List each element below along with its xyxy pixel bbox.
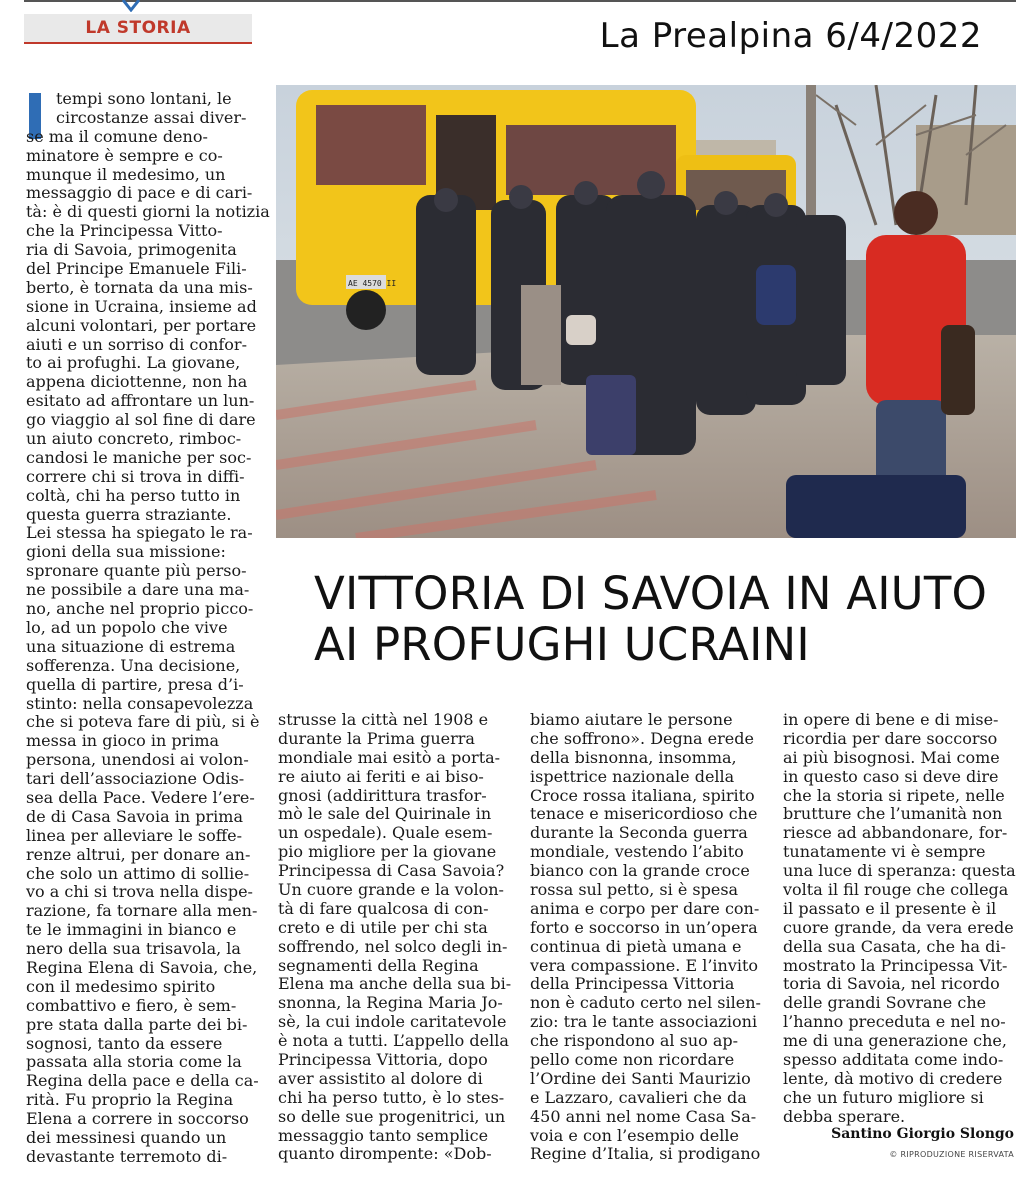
article-line: Elena a correre in soccorso xyxy=(26,1109,249,1129)
headline-line-1: VITTORIA DI SAVOIA IN AIUTO xyxy=(314,567,988,620)
article-line: tà: è di questi giorni la notizia xyxy=(26,202,270,222)
article-line: l’hanno preceduta e nel no- xyxy=(783,1012,1006,1032)
article-line: tà di fare qualcosa di con- xyxy=(278,898,489,918)
article-line: sè, la cui indole caritatevole xyxy=(278,1012,507,1032)
article-line: go viaggio al sol fine di dare xyxy=(26,410,256,430)
article-column-4 xyxy=(783,711,1015,1127)
article-line: del Principe Emanuele Fili- xyxy=(26,259,247,279)
headline-line-2: AI PROFUGHI UCRAINI xyxy=(314,618,810,671)
article-line: ricordia per dare soccorso xyxy=(783,728,998,748)
article-line: che soffrono». Degna erede xyxy=(530,728,754,748)
section-marker-icon xyxy=(122,0,140,12)
article-line: ne possibile a dare una ma- xyxy=(26,580,250,600)
article-line: mondiale mai esitò a porta- xyxy=(278,747,501,767)
article-line: munque il medesimo, un xyxy=(26,164,226,184)
article-line: della Principessa Vittoria xyxy=(530,974,735,994)
article-line: non è caduto certo nel silen- xyxy=(530,993,761,1013)
article-line: esitato ad affrontare un lun- xyxy=(26,391,255,411)
article-line: della bisnonna, insomma, xyxy=(530,747,737,767)
article-line: re aiuto ai feriti e ai biso- xyxy=(278,766,484,786)
article-line: il passato e il presente è il xyxy=(783,898,997,918)
article-line: stinto: nella consapevolezza xyxy=(26,693,254,713)
article-line: de di Casa Savoia in prima xyxy=(26,806,243,826)
article-line: rità. Fu proprio la Regina xyxy=(26,1090,234,1110)
article-line: sione in Ucraina, insieme ad xyxy=(26,296,257,316)
article-line: Elena ma anche della sua bi- xyxy=(278,974,512,994)
article-line: che rispondono al suo ap- xyxy=(530,1031,739,1051)
bus-plate: AE 4570 II xyxy=(348,279,397,288)
article-line: Regina della pace e della ca- xyxy=(26,1071,259,1091)
article-line: biamo aiutare le persone xyxy=(530,710,733,729)
article-line: segnamenti della Regina xyxy=(278,955,479,975)
article-line: 450 anni nel nome Casa Sa- xyxy=(530,1106,757,1126)
article-line: anima e corpo per dare con- xyxy=(530,898,760,918)
article-line: sea della Pace. Vedere l’ere- xyxy=(26,787,255,807)
article-column-2 xyxy=(278,711,510,1164)
article-line: messaggio tanto semplice xyxy=(278,1125,489,1145)
article-line: pre stata dalla parte dei bi- xyxy=(26,1014,248,1034)
article-line: quanto dirompente: «Dob- xyxy=(278,1144,492,1164)
article-line: gioni della sua missione: xyxy=(26,542,226,562)
article-line: me di una generazione che, xyxy=(783,1031,1007,1051)
article-line: nero della sua trisavola, la xyxy=(26,939,241,959)
article-line: una luce di speranza: questa xyxy=(783,861,1016,881)
article-line: tenace e misericordioso che xyxy=(530,804,758,824)
article-line: che un futuro migliore si xyxy=(783,1087,984,1107)
article-line: forto e soccorso in un’opera xyxy=(530,917,758,937)
article-line: della sua Casata, che ha di- xyxy=(783,936,1006,956)
article-line: pello come non ricordare xyxy=(530,1050,735,1070)
article-line: tempi sono lontani, le xyxy=(56,89,232,108)
article-line: coltà, chi ha perso tutto in xyxy=(26,485,241,505)
article-line: te le immagini in bianco e xyxy=(26,920,237,940)
article-line: mò le sale del Quirinale in xyxy=(278,804,492,824)
section-label: LA STORIA xyxy=(24,14,252,44)
article-line: creto e di utile per chi sta xyxy=(278,917,488,937)
article-line: messa in gioco in prima xyxy=(26,731,220,751)
article-line: chi ha perso tutto, è lo stes- xyxy=(278,1087,505,1107)
article-line: combattivo e fiero, è sem- xyxy=(26,995,237,1015)
article-line: lo, ad un popolo che vive xyxy=(26,617,228,637)
article-line: ria di Savoia, primogenita xyxy=(26,240,237,260)
article-line: continua di pietà umana e xyxy=(530,936,742,956)
article-line: to ai profughi. La giovane, xyxy=(26,353,241,373)
article-line: ai più bisognosi. Mai come xyxy=(783,747,1000,767)
article-line: aiuti e un sorriso di confor- xyxy=(26,334,247,354)
article-line: tari dell’associazione Odis- xyxy=(26,769,245,789)
article-line: debba sperare. xyxy=(783,1106,906,1126)
article-line: berto, è tornata da una mis- xyxy=(26,277,253,297)
article-line: cuore grande, da vera erede xyxy=(783,917,1014,937)
article-line: delle grandi Sovrane che xyxy=(783,993,987,1013)
article-line: brutture che l’umanità non xyxy=(783,804,1003,824)
article-line: che la storia si ripete, nelle xyxy=(783,785,1005,805)
article-line: messaggio di pace e di cari- xyxy=(26,183,253,203)
article-line: sofferenza. Una decisione, xyxy=(26,655,241,675)
article-line: zio: tra le tante associazioni xyxy=(530,1012,758,1032)
article-line: è nota a tutti. L’appello della xyxy=(278,1031,509,1051)
article-line: devastante terremoto di- xyxy=(26,1146,228,1166)
article-line: no, anche nel proprio picco- xyxy=(26,599,254,619)
article-line: passata alla storia come la xyxy=(26,1052,242,1072)
article-line: un aiuto concreto, rimboc- xyxy=(26,429,242,449)
article-line: Un cuore grande e la volon- xyxy=(278,880,504,900)
article-line: in questo caso si deve dire xyxy=(783,766,999,786)
article-line: vo a chi si trova nella dispe- xyxy=(26,882,253,902)
article-line: questa guerra straziante. xyxy=(26,504,232,524)
article-line: soffrendo, nel solco degli in- xyxy=(278,936,508,956)
article-line: sognosi, tanto da essere xyxy=(26,1033,223,1053)
author-signature: Santino Giorgio Slongo xyxy=(831,1126,1014,1142)
article-line: minatore è sempre e co- xyxy=(26,145,223,165)
article-line: correre chi si trova in diffi- xyxy=(26,466,245,486)
article-line: strusse la città nel 1908 e xyxy=(278,710,489,729)
article-line: Regina Elena di Savoia, che, xyxy=(26,957,258,977)
article-line: Principessa Vittoria, dopo xyxy=(278,1050,488,1070)
article-line: candosi le maniche per soc- xyxy=(26,447,252,467)
article-line: voia e con l’esempio delle xyxy=(530,1125,739,1145)
article-line: mondiale, vestendo l’abito xyxy=(530,842,744,862)
article-line: ispettrice nazionale della xyxy=(530,766,735,786)
article-line: l’Ordine dei Santi Maurizio xyxy=(530,1068,751,1088)
article-line: che solo un attimo di sollie- xyxy=(26,863,250,883)
article-line: lente, dà motivo di credere xyxy=(783,1068,1003,1088)
article-line: mostrato la Principessa Vit- xyxy=(783,955,1008,975)
article-line: se ma il comune deno- xyxy=(26,126,208,146)
article-line: snonna, la Regina Maria Jo- xyxy=(278,993,503,1013)
article-line: alcuni volontari, per portare xyxy=(26,315,257,335)
article-line: Lei stessa ha spiegato le ra- xyxy=(26,523,253,543)
article-line: una situazione di estrema xyxy=(26,636,236,656)
article-line: dei messinesi quando un xyxy=(26,1127,227,1147)
article-line: razione, fa tornare alla men- xyxy=(26,901,258,921)
article-line: volta il fil rouge che collega xyxy=(783,880,1009,900)
article-line: linea per alleviare le soffe- xyxy=(26,825,242,845)
article-line: che si poteva fare di più, si è xyxy=(26,712,260,732)
article-line: so delle sue progenitrici, un xyxy=(278,1106,506,1126)
article-line: renze altrui, per donare an- xyxy=(26,844,251,864)
article-line: spronare quante più perso- xyxy=(26,561,247,581)
top-rule xyxy=(24,0,1016,2)
copyright-notice: © RIPRODUZIONE RISERVATA xyxy=(889,1150,1014,1159)
headline xyxy=(314,568,1004,670)
article-line: in opere di bene e di mise- xyxy=(783,710,999,729)
article-line: persona, unendosi ai volon- xyxy=(26,750,249,770)
article-line: con il medesimo spirito xyxy=(26,976,216,996)
article-line: aver assistito al dolore di xyxy=(278,1068,483,1088)
article-line: durante la Prima guerra xyxy=(278,728,475,748)
masthead: La Prealpina 6/4/2022 xyxy=(599,16,982,56)
article-column-3 xyxy=(530,711,762,1164)
article-line: toria di Savoia, nel ricordo xyxy=(783,974,1000,994)
article-line: Principessa di Casa Savoia? xyxy=(278,861,505,881)
article-line: vera compassione. E l’invito xyxy=(530,955,759,975)
article-line: durante la Seconda guerra xyxy=(530,823,748,843)
article-line: che la Principessa Vitto- xyxy=(26,221,223,241)
article-line: Regine d’Italia, si prodigano xyxy=(530,1144,761,1164)
article-line: Croce rossa italiana, spirito xyxy=(530,785,755,805)
article-line: circostanze assai diver- xyxy=(56,107,247,127)
article-line: spesso additata come indo- xyxy=(783,1050,1004,1070)
article-line: gnosi (addirittura trasfor- xyxy=(278,785,487,805)
article-line: tunatamente vi è sempre xyxy=(783,842,986,862)
article-line: e Lazzaro, cavalieri che da xyxy=(530,1087,747,1107)
article-line: quella di partire, presa d’i- xyxy=(26,674,244,694)
article-line: un ospedale). Quale esem- xyxy=(278,823,493,843)
article-line: rossa sul petto, si è spesa xyxy=(530,880,739,900)
article-line: bianco con la grande croce xyxy=(530,861,750,881)
article-line: pio migliore per la giovane xyxy=(278,842,497,862)
article-column-1 xyxy=(26,89,270,1167)
article-line: appena diciottenne, non ha xyxy=(26,372,248,392)
article-line: riesce ad abbandonare, for- xyxy=(783,823,1008,843)
article-photo xyxy=(276,85,1016,538)
